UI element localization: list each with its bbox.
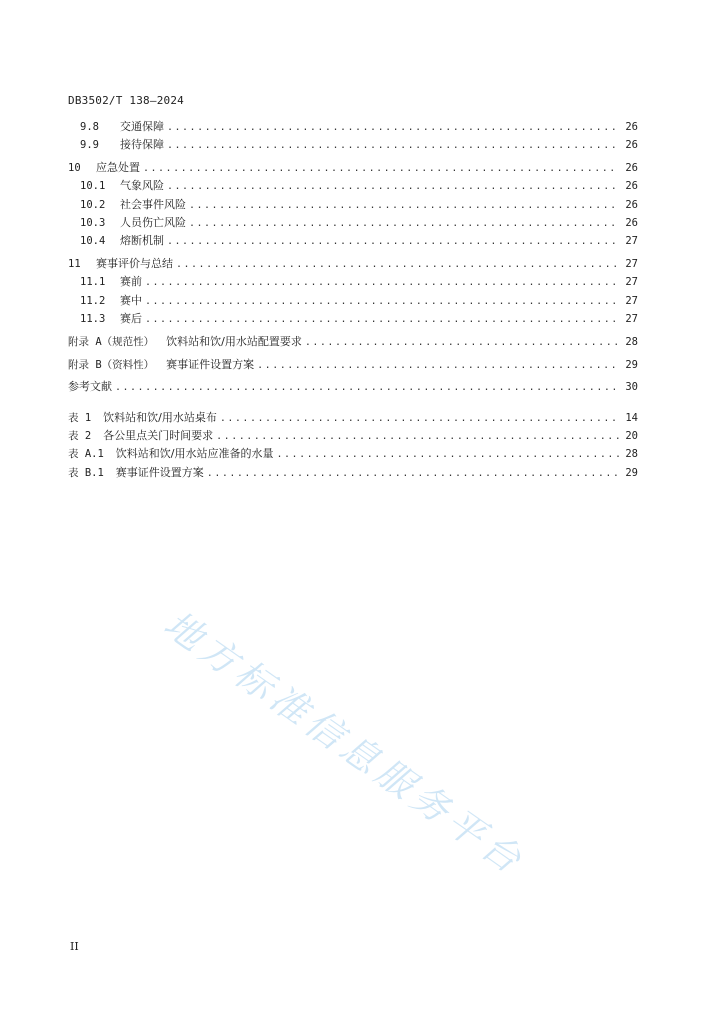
table-list-entry-b1[interactable] — [68, 464, 638, 482]
table-entry-title: 饮料站和饮/用水站桌布 — [103, 410, 217, 424]
toc-entry-title: 赛后 — [120, 311, 142, 325]
toc-entry-title: 赛事评价与总结 — [96, 257, 173, 271]
table-entry-number: 表 B.1 — [68, 466, 104, 479]
dot-leader — [115, 379, 619, 397]
toc-entry-page: 26 — [625, 198, 638, 211]
toc-entry-appendix-a[interactable] — [68, 333, 638, 351]
toc-entry-number: 10.2 — [80, 198, 106, 211]
dot-leader — [257, 357, 619, 375]
toc-entry-appendix-b[interactable] — [68, 356, 638, 374]
table-entry-number: 表 A.1 — [68, 448, 104, 461]
toc-entry-number: 9.9 — [80, 139, 99, 152]
toc-entry-page: 27 — [625, 312, 638, 325]
toc-entry-page: 29 — [625, 358, 638, 371]
toc-entry-number: 10 — [68, 162, 81, 175]
toc-entry-11-1[interactable] — [68, 273, 638, 291]
toc-entry-title: 交通保障 — [120, 120, 164, 133]
dot-leader — [167, 233, 619, 251]
table-list-entry-a1[interactable] — [68, 445, 638, 463]
table-entry-page: 29 — [625, 466, 638, 479]
toc-entry-10-3[interactable] — [68, 214, 638, 232]
toc-entry-title: 饮料站和饮/用水站配置要求 — [166, 334, 302, 348]
dot-leader — [176, 256, 619, 274]
toc-entry-number: 附录 A（规范性） — [68, 335, 155, 348]
toc-entry-10-2[interactable] — [68, 196, 638, 214]
toc-entry-10-1[interactable] — [68, 177, 638, 195]
toc-entry-page: 26 — [625, 162, 638, 175]
toc-entry-page: 28 — [625, 335, 638, 348]
toc-entry-number: 11.2 — [80, 294, 106, 307]
toc-entry-number: 附录 B（资料性） — [68, 358, 155, 371]
toc-entry-page: 27 — [625, 258, 638, 271]
toc-entry-title: 接待保障 — [120, 138, 164, 152]
table-entry-title: 赛事证件设置方案 — [115, 465, 204, 479]
dot-leader — [305, 334, 619, 352]
table-entry-title: 饮料站和饮/用水站应准备的水量 — [115, 447, 274, 461]
toc-entry-title: 赛前 — [120, 275, 142, 289]
toc-entry-number: 10.4 — [80, 235, 106, 248]
dot-leader — [189, 215, 619, 233]
table-entry-page: 28 — [625, 448, 638, 461]
toc-entry-page: 27 — [625, 235, 638, 248]
table-entry-number: 表 2 — [68, 429, 92, 442]
table-entry-number: 表 1 — [68, 411, 92, 424]
toc-entry-title: 赛中 — [120, 293, 142, 307]
toc-entry-title: 应急处置 — [96, 161, 140, 175]
toc-entry-9-8[interactable] — [68, 118, 638, 136]
dot-leader — [277, 446, 619, 464]
watermark: 地方标准信息服务平台 — [156, 602, 534, 885]
toc-entry-title: 熔断机制 — [120, 234, 164, 248]
toc-entry-11-3[interactable] — [68, 310, 638, 328]
toc-entry-number: 10.1 — [80, 180, 106, 193]
toc-entry-page: 27 — [625, 276, 638, 289]
toc-entry-number: 11 — [68, 258, 81, 271]
table-list-entry-2[interactable] — [68, 427, 638, 445]
table-of-contents — [68, 118, 638, 482]
table-entry-page: 14 — [625, 411, 638, 424]
dot-leader — [167, 119, 619, 137]
dot-leader — [145, 311, 619, 329]
toc-entry-10-4[interactable] — [68, 232, 638, 250]
dot-leader — [189, 197, 619, 215]
dot-leader — [220, 410, 619, 428]
table-list-entry-1[interactable] — [68, 409, 638, 427]
toc-entry-page: 30 — [625, 381, 638, 394]
toc-entry-10[interactable] — [68, 159, 638, 177]
dot-leader — [143, 160, 619, 178]
toc-entry-page: 26 — [625, 121, 638, 133]
toc-entry-page: 26 — [625, 180, 638, 193]
toc-entry-page: 26 — [625, 139, 638, 152]
toc-entry-11[interactable] — [68, 255, 638, 273]
toc-entry-title: 气象风险 — [120, 179, 164, 193]
toc-entry-number: 10.3 — [80, 216, 106, 229]
dot-leader — [207, 465, 619, 483]
table-entry-page: 20 — [625, 429, 638, 442]
toc-entry-title: 赛事证件设置方案 — [166, 357, 255, 371]
toc-entry-number: 9.8 — [80, 121, 99, 133]
toc-entry-page: 26 — [625, 216, 638, 229]
dot-leader — [145, 274, 619, 292]
toc-entry-number: 11.3 — [80, 312, 106, 325]
toc-entry-title: 社会事件风险 — [120, 197, 186, 211]
toc-entry-9-9[interactable] — [68, 136, 638, 154]
toc-entry-title: 参考文献 — [68, 380, 112, 394]
toc-entry-page: 27 — [625, 294, 638, 307]
dot-leader — [216, 428, 619, 446]
dot-leader — [145, 293, 619, 311]
dot-leader — [167, 137, 619, 155]
toc-entry-title: 人员伤亡风险 — [120, 215, 186, 229]
toc-entry-number: 11.1 — [80, 276, 106, 289]
toc-entry-11-2[interactable] — [68, 292, 638, 310]
document-code: DB3502/T 138—2024 — [68, 94, 184, 107]
dot-leader — [167, 178, 619, 196]
toc-entry-references[interactable] — [68, 378, 638, 396]
table-entry-title: 各公里点关门时间要求 — [103, 428, 214, 442]
page-number: II — [70, 940, 79, 953]
